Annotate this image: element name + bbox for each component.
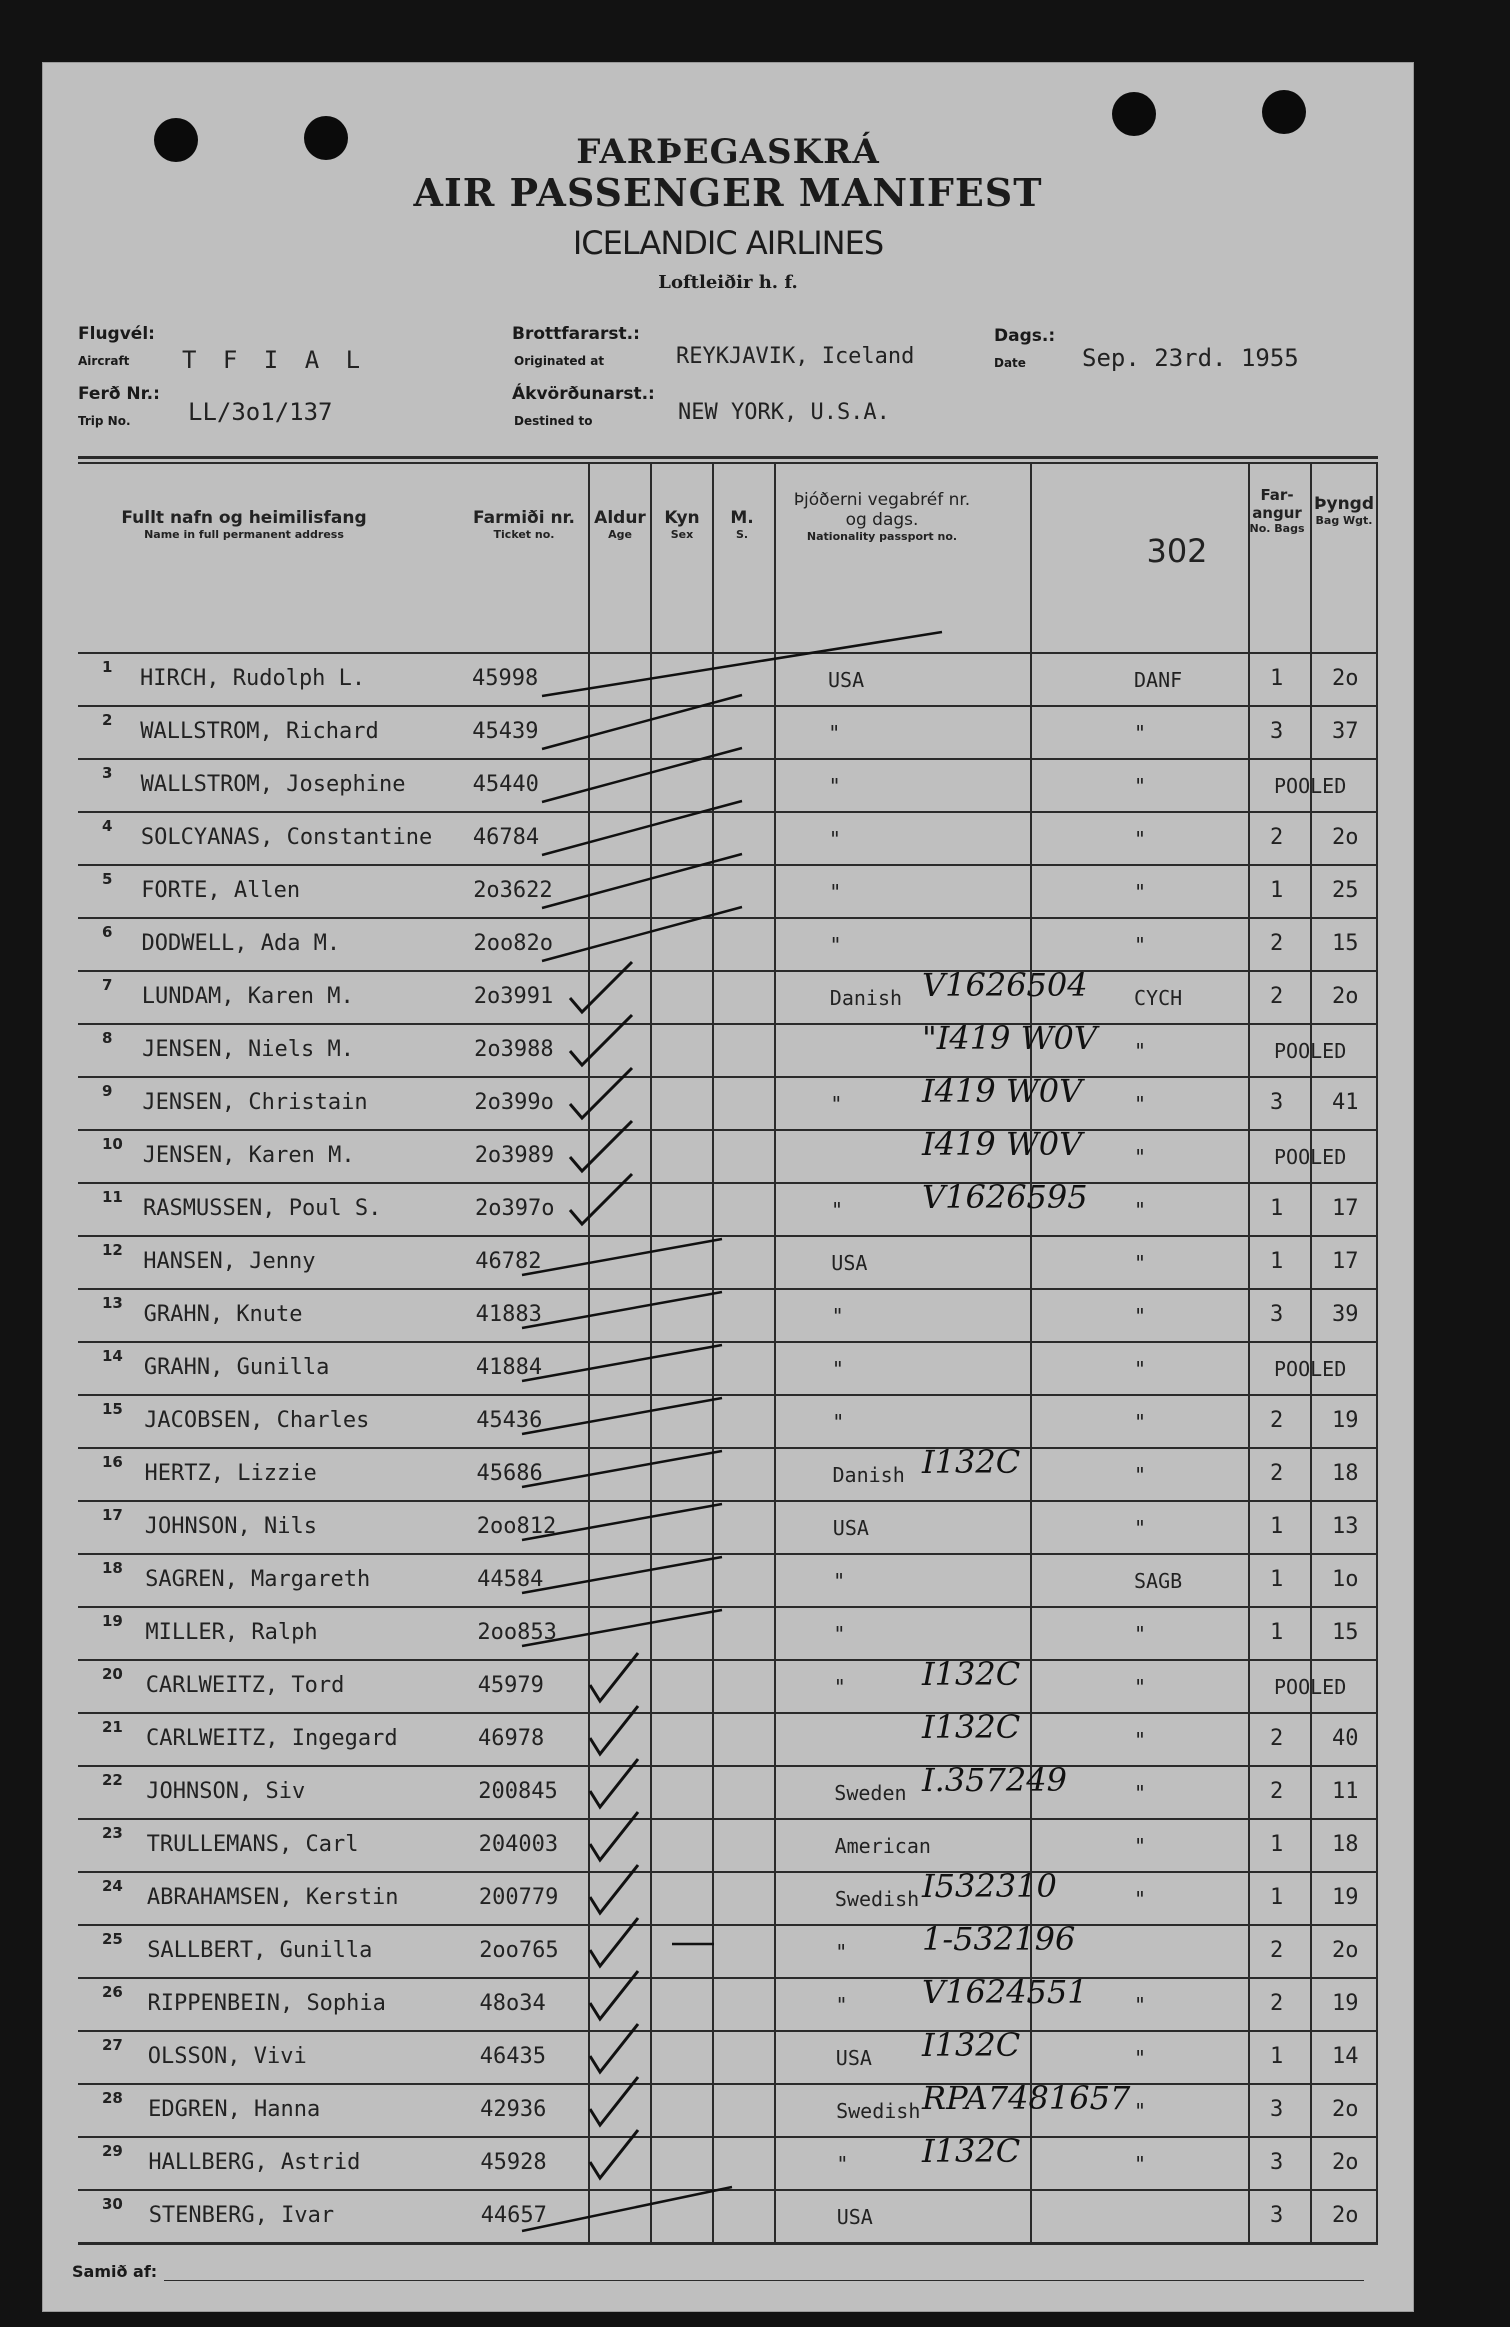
bag-count: 3	[1270, 2097, 1284, 2122]
nationality: USA	[831, 1251, 868, 1275]
nationality: USA	[836, 2205, 873, 2229]
bag-count: 1	[1270, 1249, 1284, 1274]
strike-line	[542, 632, 942, 696]
strike-line	[542, 854, 742, 908]
ticket-number: 2oo82o	[473, 931, 553, 956]
ticket-number: 45440	[472, 772, 539, 797]
bag-weight: 25	[1332, 878, 1359, 903]
destination-code: "	[1134, 2152, 1147, 2176]
check-mark	[590, 1918, 638, 1966]
bag-count: 3	[1270, 1090, 1284, 1115]
passport-number: V1626504	[922, 966, 1088, 1004]
row-number: 30	[102, 2195, 123, 2213]
passport-number: I132C	[922, 2026, 1021, 2064]
check-mark	[590, 1759, 638, 1807]
check-mark	[590, 1971, 638, 2019]
ticket-number: 200845	[478, 1779, 558, 1804]
bag-weight: 19	[1332, 1408, 1359, 1433]
origin-value: REYKJAVIK, Iceland	[676, 344, 915, 369]
trip-value: LL/3o1/137	[188, 398, 333, 426]
nationality: "	[835, 1940, 848, 1964]
passenger-name: SAGREN, Margareth	[145, 1567, 371, 1592]
bag-count: 2	[1270, 1991, 1284, 2016]
strike-line	[542, 801, 742, 855]
row-number: 18	[102, 1559, 123, 1577]
nationality: "	[828, 827, 841, 851]
passenger-name: HANSEN, Jenny	[143, 1249, 316, 1274]
origin-label: Brottfararst.:	[512, 324, 640, 344]
ticket-number: 48o34	[479, 1991, 546, 2016]
check-mark	[590, 1706, 638, 1754]
destination-code: "	[1134, 1092, 1147, 1116]
strike-line	[522, 1398, 722, 1434]
bag-weight: 15	[1332, 1620, 1359, 1645]
destination-code: "	[1134, 774, 1147, 798]
passenger-name: SOLCYANAS, Constantine	[140, 825, 433, 850]
passport-number: I419 W0V	[922, 1072, 1083, 1110]
trip-label: Ferð Nr.:	[78, 384, 160, 404]
strike-line	[542, 748, 742, 802]
nationality: "	[829, 933, 842, 957]
col-header-name: Fullt nafn og heimilisfang Name in full permanent address	[121, 508, 367, 541]
bag-count: 1	[1270, 1567, 1284, 1592]
airline-name: ICELANDIC AIRLINES	[572, 224, 884, 262]
destination-code: "	[1134, 1251, 1147, 1275]
company-name: Loftleiðir h. f.	[658, 272, 798, 293]
nationality: "	[830, 1092, 843, 1116]
destination-code: "	[1134, 2099, 1147, 2123]
bag-weight: 2o	[1332, 1938, 1359, 1963]
passenger-name: JENSEN, Karen M.	[142, 1143, 355, 1168]
passenger-name: OLSSON, Vivi	[147, 2044, 307, 2069]
bag-count: 3	[1270, 1302, 1284, 1327]
passport-number: 1-532196	[922, 1920, 1076, 1958]
bag-count: 3	[1270, 719, 1284, 744]
destination-code: "	[1134, 1410, 1147, 1434]
destination-code: "	[1134, 1993, 1147, 2017]
destination-code: "	[1134, 1039, 1147, 1063]
destination-code: "	[1134, 721, 1147, 745]
ticket-number: 45998	[472, 666, 539, 691]
bag-weight: 19	[1332, 1991, 1359, 2016]
check-mark	[590, 2077, 638, 2125]
nationality: Swedish	[834, 1887, 920, 1911]
strike-line	[522, 1451, 722, 1487]
passport-number: I132C	[922, 1655, 1021, 1693]
row-number: 14	[102, 1347, 123, 1365]
row-number: 11	[102, 1188, 123, 1206]
bag-weight: 2o	[1332, 2097, 1359, 2122]
nationality: "	[833, 1622, 846, 1646]
passport-number: I132C	[922, 1708, 1021, 1746]
passenger-name: HALLBERG, Astrid	[148, 2150, 361, 2175]
destination-code: CYCH	[1134, 986, 1183, 1010]
ticket-number: 46784	[472, 825, 540, 850]
bag-count: 3	[1270, 2203, 1284, 2228]
row-number: 3	[102, 764, 113, 782]
nationality: "	[829, 880, 842, 904]
destination-code: "	[1134, 1463, 1147, 1487]
title-english: AIR PASSENGER MANIFEST	[413, 170, 1043, 215]
row-number: 2	[102, 711, 113, 729]
passport-number: I.357249	[922, 1761, 1067, 1799]
nationality: "	[828, 774, 841, 798]
ticket-number: 45686	[476, 1461, 543, 1486]
bags-pooled: POOLED	[1274, 1039, 1347, 1063]
destination-code: "	[1134, 1728, 1147, 1752]
strike-line	[522, 1610, 722, 1646]
passenger-name: RIPPENBEIN, Sophia	[147, 1991, 386, 2016]
ticket-number: 2oo853	[477, 1620, 557, 1645]
check-mark	[590, 1865, 638, 1913]
bag-count: 1	[1270, 1514, 1284, 1539]
col-header-ticket: Farmiði nr. Ticket no.	[473, 508, 575, 541]
passenger-name: RASMUSSEN, Poul S.	[143, 1196, 382, 1221]
passenger-name: GRAHN, Knute	[143, 1302, 303, 1327]
aircraft-label: Flugvél:	[78, 324, 155, 344]
bag-count: 1	[1270, 1196, 1284, 1221]
passenger-name: EDGREN, Hanna	[148, 2097, 321, 2122]
bag-weight: 2o	[1332, 825, 1359, 850]
destination-code: SAGB	[1134, 1569, 1183, 1593]
row-number: 16	[102, 1453, 123, 1471]
bag-count: 1	[1270, 1832, 1284, 1857]
bag-count: 2	[1270, 1779, 1284, 1804]
nationality: American	[834, 1834, 931, 1858]
passenger-name: SALLBERT, Gunilla	[147, 1938, 373, 1963]
bag-count: 1	[1270, 878, 1284, 903]
nationality: USA	[828, 668, 865, 692]
row-number: 29	[102, 2142, 123, 2160]
passenger-name: CARLWEITZ, Tord	[145, 1673, 345, 1698]
passenger-name: LUNDAM, Karen M.	[141, 984, 354, 1009]
passenger-name: JOHNSON, Siv	[146, 1779, 306, 1804]
nationality: "	[835, 1993, 848, 2017]
ticket-number: 2oo765	[479, 1938, 559, 1963]
passenger-name: MILLER, Ralph	[145, 1620, 318, 1645]
row-number: 10	[102, 1135, 123, 1153]
strike-line	[522, 1239, 722, 1275]
nationality: "	[832, 1410, 845, 1434]
ticket-number: 2o3622	[473, 878, 553, 903]
destination-value: NEW YORK, U.S.A.	[678, 400, 890, 425]
row-number: 4	[102, 817, 113, 835]
check-mark	[590, 2130, 638, 2178]
row-number: 28	[102, 2089, 123, 2107]
row-number: 9	[102, 1082, 113, 1100]
passenger-name: ABRAHAMSEN, Kerstin	[146, 1885, 399, 1910]
nationality: "	[828, 721, 841, 745]
strike-line	[522, 1557, 722, 1593]
nationality: "	[833, 1675, 846, 1699]
destination-code: "	[1134, 1357, 1147, 1381]
nationality: "	[831, 1198, 844, 1222]
date-label: Dags.:	[994, 326, 1056, 346]
row-number: 8	[102, 1029, 113, 1047]
row-number: 25	[102, 1930, 123, 1948]
passenger-name: JENSEN, Niels M.	[142, 1037, 355, 1062]
bag-count: 2	[1270, 825, 1284, 850]
ticket-number: 2o3988	[474, 1037, 554, 1062]
bag-count: 2	[1270, 1938, 1284, 1963]
row-number: 27	[102, 2036, 123, 2054]
check-mark	[570, 962, 632, 1012]
bag-count: 1	[1270, 1620, 1284, 1645]
bag-weight: 11	[1332, 1779, 1359, 1804]
bag-weight: 1o	[1332, 1567, 1359, 1592]
passport-number: I532310	[922, 1867, 1057, 1905]
row-number: 12	[102, 1241, 123, 1259]
bag-count: 2	[1270, 1726, 1284, 1751]
ticket-number: 2o399o	[474, 1090, 554, 1115]
nationality: "	[831, 1304, 844, 1328]
ticket-number: 46782	[475, 1249, 542, 1274]
passenger-name: DODWELL, Ada M.	[141, 931, 341, 956]
row-number: 24	[102, 1877, 123, 1895]
bag-count: 2	[1270, 984, 1284, 1009]
passenger-name: HERTZ, Lizzie	[144, 1461, 317, 1486]
strike-line	[542, 695, 742, 749]
passport-number: I132C	[922, 2132, 1021, 2170]
nationality: "	[833, 1569, 846, 1593]
bags-pooled: POOLED	[1274, 1675, 1347, 1699]
bag-weight: 17	[1332, 1249, 1359, 1274]
row-number: 20	[102, 1665, 123, 1683]
aircraft-value: T F I A L	[182, 346, 367, 374]
strike-line	[522, 1292, 722, 1328]
ticket-number: 2o3989	[474, 1143, 555, 1168]
col-header-ms: M. S.	[730, 508, 754, 541]
nationality: USA	[832, 1516, 869, 1540]
bag-weight: 40	[1332, 1726, 1359, 1751]
row-number: 17	[102, 1506, 123, 1524]
bag-count: 1	[1270, 666, 1284, 691]
ticket-number: 2oo812	[476, 1514, 557, 1539]
row-number: 7	[102, 976, 113, 994]
col-header-sex: Kyn Sex	[664, 508, 700, 541]
row-number: 5	[102, 870, 113, 888]
passport-number: I132C	[922, 1443, 1021, 1481]
bag-weight: 41	[1332, 1090, 1359, 1115]
destination-code: "	[1134, 1622, 1147, 1646]
col-header-age: Aldur Age	[594, 508, 646, 541]
bag-count: 1	[1270, 1885, 1284, 1910]
row-number: 26	[102, 1983, 123, 2001]
nationality: Sweden	[834, 1781, 907, 1805]
passenger-name: GRAHN, Gunilla	[143, 1355, 330, 1380]
bag-weight: 2o	[1332, 666, 1359, 691]
passenger-name: JENSEN, Christain	[142, 1090, 368, 1115]
destination-code: "	[1134, 827, 1147, 851]
strike-line	[522, 2187, 732, 2231]
row-number: 19	[102, 1612, 123, 1630]
check-mark	[570, 1068, 632, 1118]
row-number: 1	[102, 658, 113, 676]
check-mark	[570, 1015, 632, 1065]
destination-code: "	[1134, 880, 1147, 904]
passenger-name: WALLSTROM, Josephine	[140, 772, 406, 797]
bags-pooled: POOLED	[1274, 1145, 1347, 1169]
check-mark	[570, 1174, 632, 1224]
bag-weight: 18	[1332, 1461, 1359, 1486]
destination-code: "	[1134, 1887, 1147, 1911]
ticket-number: 44657	[480, 2203, 547, 2228]
nationality: "	[836, 2152, 849, 2176]
ticket-number: 200779	[478, 1885, 559, 1910]
bag-weight: 15	[1332, 931, 1359, 956]
row-number: 23	[102, 1824, 123, 1842]
passenger-name: JOHNSON, Nils	[144, 1514, 317, 1539]
bags-pooled: POOLED	[1274, 1357, 1347, 1381]
row-number: 22	[102, 1771, 123, 1789]
destination-sublabel: Destined to	[514, 414, 593, 428]
destination-code: "	[1134, 1198, 1147, 1222]
ticket-number: 44584	[477, 1567, 544, 1592]
bags-pooled: POOLED	[1274, 774, 1347, 798]
date-sublabel: Date	[994, 356, 1026, 370]
ticket-number: 45928	[480, 2150, 547, 2175]
bag-count: 2	[1270, 1408, 1284, 1433]
passenger-name: JACOBSEN, Charles	[144, 1408, 370, 1433]
page-number: 302	[1146, 532, 1208, 570]
row-number: 13	[102, 1294, 123, 1312]
bag-count: 2	[1270, 1461, 1284, 1486]
destination-code: "	[1134, 1145, 1147, 1169]
col-header-bags: Far-angur No. Bags	[1249, 486, 1305, 535]
nationality: USA	[835, 2046, 872, 2070]
bag-weight: 13	[1332, 1514, 1359, 1539]
origin-sublabel: Originated at	[514, 354, 605, 368]
destination-code: "	[1134, 1834, 1147, 1858]
ticket-number: 45979	[477, 1673, 544, 1698]
ticket-number: 45439	[472, 719, 539, 744]
passenger-name: WALLSTROM, Richard	[140, 719, 379, 744]
row-number: 6	[102, 923, 113, 941]
passport-number: RPA7481657	[922, 2079, 1131, 2117]
ticket-number: 2o397o	[475, 1196, 555, 1221]
bag-weight: 18	[1332, 1832, 1359, 1857]
passenger-name: FORTE, Allen	[141, 878, 301, 903]
prepared-by-label: Samið af:	[72, 2262, 158, 2281]
ticket-number: 42936	[480, 2097, 547, 2122]
bag-weight: 2o	[1332, 984, 1359, 1009]
nationality: "	[831, 1357, 844, 1381]
bag-weight: 2o	[1332, 2150, 1359, 2175]
ticket-number: 46435	[479, 2044, 547, 2069]
passenger-name: CARLWEITZ, Ingegard	[146, 1726, 398, 1751]
row-number: 21	[102, 1718, 123, 1736]
row-number: 15	[102, 1400, 123, 1418]
bag-count: 1	[1270, 2044, 1284, 2069]
passport-number: V1626595	[922, 1178, 1088, 1216]
bag-weight: 2o	[1332, 2203, 1359, 2228]
nationality: Danish	[829, 986, 903, 1010]
passenger-name: STENBERG, Ivar	[148, 2203, 335, 2228]
trip-sublabel: Trip No.	[78, 414, 131, 428]
ticket-number: 204003	[478, 1832, 559, 1857]
bag-weight: 19	[1332, 1885, 1359, 1910]
col-header-weight: Þyngd Bag Wgt.	[1313, 494, 1375, 527]
strike-line	[522, 1345, 722, 1381]
destination-code: "	[1134, 1516, 1147, 1540]
ticket-number: 41883	[475, 1302, 542, 1327]
ticket-number: 45436	[476, 1408, 543, 1433]
destination-code: "	[1134, 2046, 1147, 2070]
ticket-number: 2o3991	[473, 984, 554, 1009]
destination-code: "	[1134, 933, 1147, 957]
check-mark	[570, 1121, 632, 1171]
destination-code: "	[1134, 1675, 1147, 1699]
destination-label: Ákvörðunarst.:	[512, 384, 655, 404]
passenger-name: HIRCH, Rudolph L.	[140, 666, 366, 691]
bag-weight: 39	[1332, 1302, 1359, 1327]
manifest-sheet	[42, 62, 1414, 2312]
destination-code: "	[1134, 1304, 1147, 1328]
passport-number: I419 W0V	[922, 1125, 1083, 1163]
passenger-name: TRULLEMANS, Carl	[146, 1832, 359, 1857]
ticket-number: 41884	[475, 1355, 543, 1380]
destination-code: "	[1134, 1781, 1147, 1805]
nationality: Swedish	[836, 2099, 921, 2123]
bag-count: 3	[1270, 2150, 1284, 2175]
bag-weight: 17	[1332, 1196, 1359, 1221]
bag-weight: 37	[1332, 719, 1359, 744]
destination-code: DANF	[1134, 668, 1183, 692]
bag-weight: 14	[1332, 2044, 1359, 2069]
title-icelandic: FARÞEGASKRÁ	[576, 132, 880, 172]
passport-number: "I419 W0V	[922, 1019, 1097, 1057]
handwritten-strokes	[42, 62, 1414, 2312]
ticket-number: 46978	[478, 1726, 545, 1751]
bag-count: 2	[1270, 931, 1284, 956]
passport-number: V1624551	[922, 1973, 1088, 2011]
strike-line	[522, 1504, 722, 1540]
aircraft-sublabel: Aircraft	[78, 354, 130, 368]
col-header-passport: Þjóðerni vegabréf nr. og dags. Nationality passport no.	[793, 490, 971, 543]
check-mark	[590, 1812, 638, 1860]
strike-line	[542, 907, 742, 961]
check-mark	[590, 1653, 638, 1701]
date-value: Sep. 23rd. 1955	[1082, 344, 1299, 372]
check-mark	[590, 2024, 638, 2072]
nationality: Danish	[832, 1463, 905, 1487]
